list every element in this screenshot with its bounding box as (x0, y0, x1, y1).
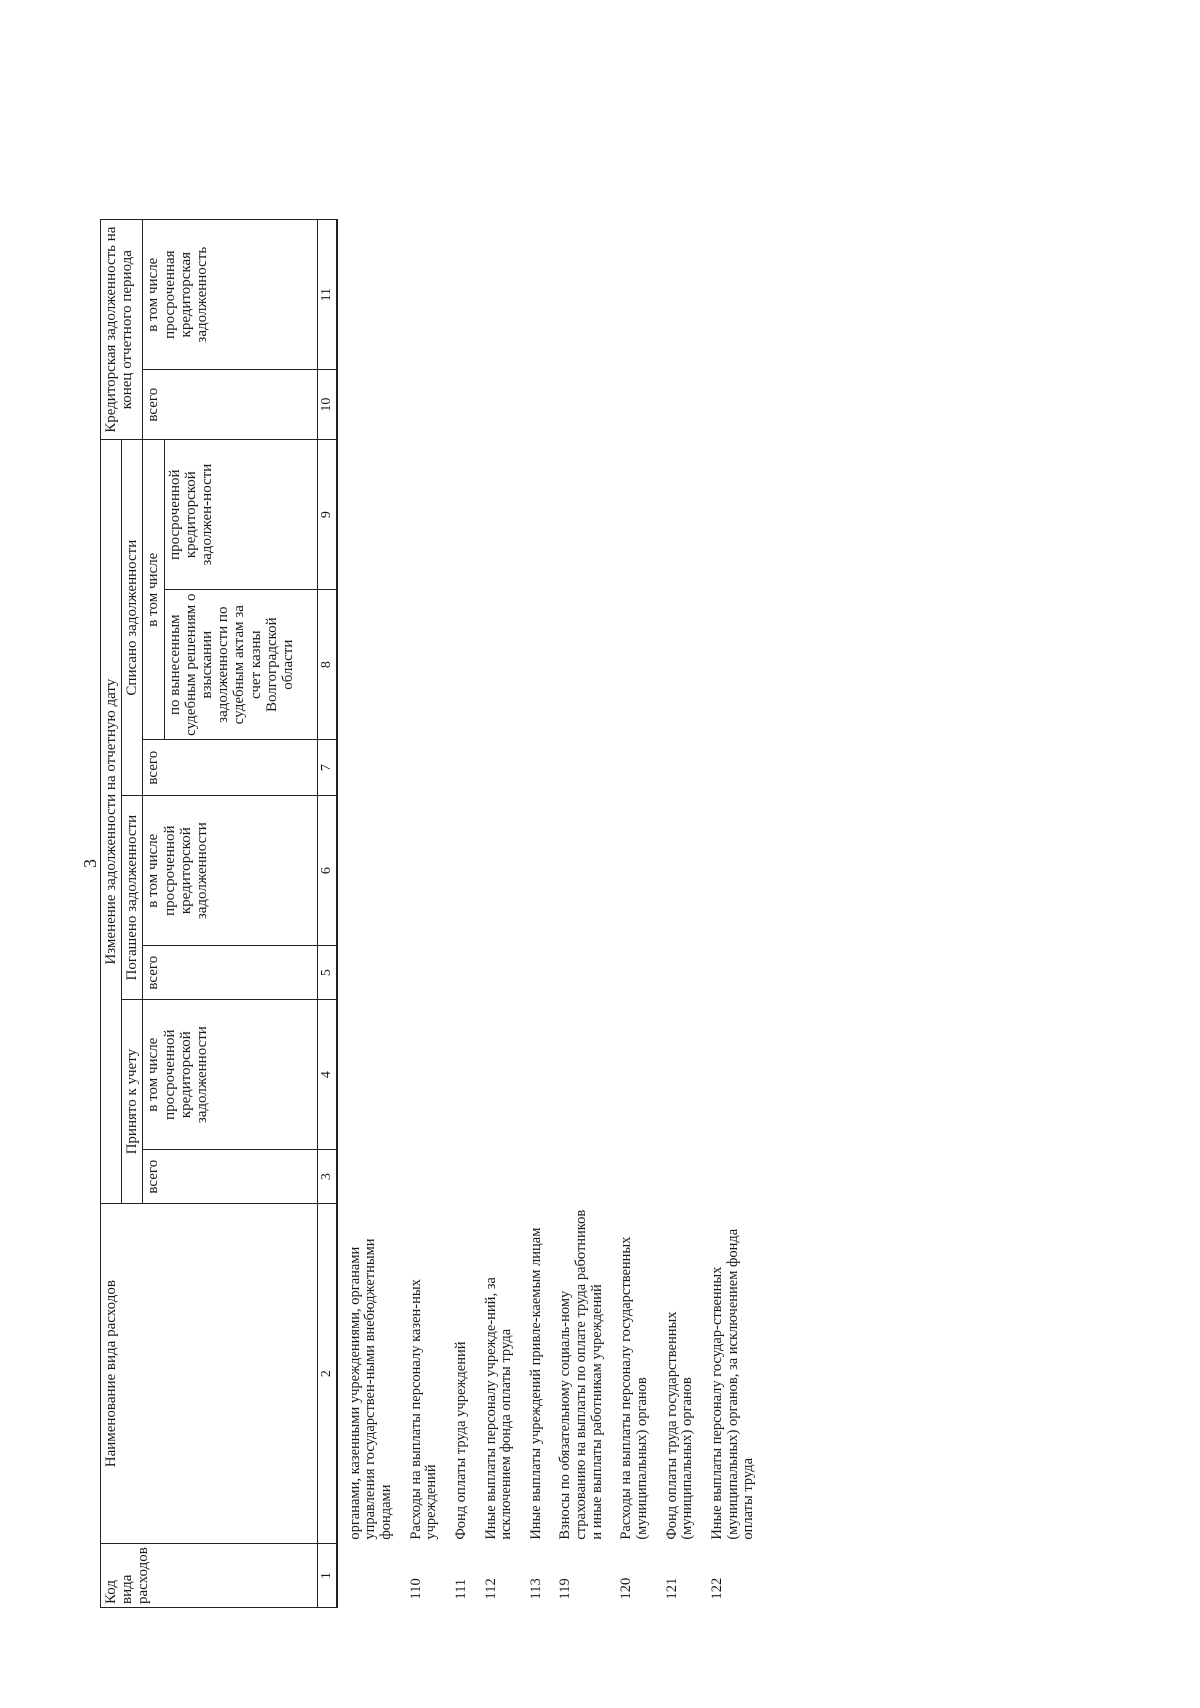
header-end-period: Кредиторская задолженность на конец отчетного периода (101, 220, 143, 440)
col-num-9: 9 (317, 440, 337, 590)
row-code: 119 (557, 1578, 574, 1600)
header-written-incl: в том числе (143, 440, 164, 740)
header-code: Код вида расходов (101, 1544, 318, 1608)
row-name: Расходы на выплаты персоналу государственных (муниципальных) органов (618, 1236, 651, 1540)
row-code: 120 (618, 1577, 635, 1600)
header-total-3: всего (143, 1150, 317, 1204)
table-row (399, 220, 444, 1608)
header-total-5: всего (143, 946, 317, 1000)
row-name: Фонд оплаты труда государственных (муниципальных) органов (663, 1311, 696, 1540)
col-num-5: 5 (317, 946, 337, 1000)
row-code (337, 1544, 399, 1608)
header-change: Изменение задолженности на отчетную дату (101, 440, 122, 1204)
header-written-off: Списано задолженности (122, 440, 143, 796)
row-name: органами, казенными учреждениями, органами управления государствен-ными внебюджетными фондами (346, 1238, 394, 1540)
table-row (700, 220, 761, 1608)
col-num-10: 10 (317, 370, 337, 440)
row-name: Расходы на выплаты персоналу казен-ных учреждений (407, 1279, 440, 1540)
header-accepted: Принято к учету (122, 1000, 143, 1204)
row-name: Иные выплаты персоналу государ-ственных (муниципальных) органов, за исключением фонда оплаты труда (709, 1228, 757, 1540)
header-overdue-4: в том числе просроченной кредиторской задолженности (143, 1000, 317, 1150)
header-overdue-11: в том числе просроченная кредиторская задолженность (143, 220, 317, 370)
header-name: Наименование вида расходов (101, 1204, 318, 1544)
row-code: 110 (407, 1578, 424, 1600)
col-num-8: 8 (317, 590, 337, 740)
col-num-3: 3 (317, 1150, 337, 1204)
col-num-4: 4 (317, 1000, 337, 1150)
column-numbers-row (317, 220, 337, 1608)
row-code: 122 (709, 1577, 726, 1600)
table-row (655, 220, 700, 1608)
col-num-2: 2 (317, 1204, 337, 1544)
row-code: 112 (482, 1578, 499, 1600)
table-row (519, 220, 549, 1608)
row-code: 121 (663, 1577, 680, 1600)
table-row (609, 220, 654, 1608)
table-row (337, 220, 399, 1608)
row-code: 111 (452, 1578, 469, 1600)
header-repaid: Погашено задолженности (122, 796, 143, 1000)
col-num-1: 1 (317, 1544, 337, 1608)
row-code: 113 (527, 1578, 544, 1600)
header-total-7: всего (143, 740, 317, 796)
header-row-1 (101, 220, 122, 1608)
col-num-7: 7 (317, 740, 337, 796)
col-num-11: 11 (317, 220, 337, 370)
row-name: Иные выплаты учреждений привле-каемым лицам (527, 1227, 544, 1540)
col-num-6: 6 (317, 796, 337, 946)
header-overdue-9: просроченной кредиторской задолжен-ности (164, 440, 317, 590)
table-row (548, 220, 609, 1608)
page-number: 3 (80, 859, 100, 868)
expenses-debt-table (100, 219, 761, 1608)
row-name: Фонд оплаты труда учреждений (452, 1341, 469, 1540)
header-total-10: всего (143, 370, 317, 440)
table-row (444, 220, 474, 1608)
header-by-court: по вынесенным судебным решениям о взыскании задолженности по судебным актам за счет казны Волгоградской области (164, 590, 317, 740)
row-name: Взносы по обязательному социаль-ному страхованию на выплаты по оплате труда работников и иные выплаты работникам учреждений (557, 1209, 605, 1540)
table-row (474, 220, 519, 1608)
header-overdue-6: в том числе просроченной кредиторской задолженности (143, 796, 317, 946)
row-name: Иные выплаты персоналу учрежде-ний, за исключением фонда оплаты труда (482, 1277, 515, 1540)
